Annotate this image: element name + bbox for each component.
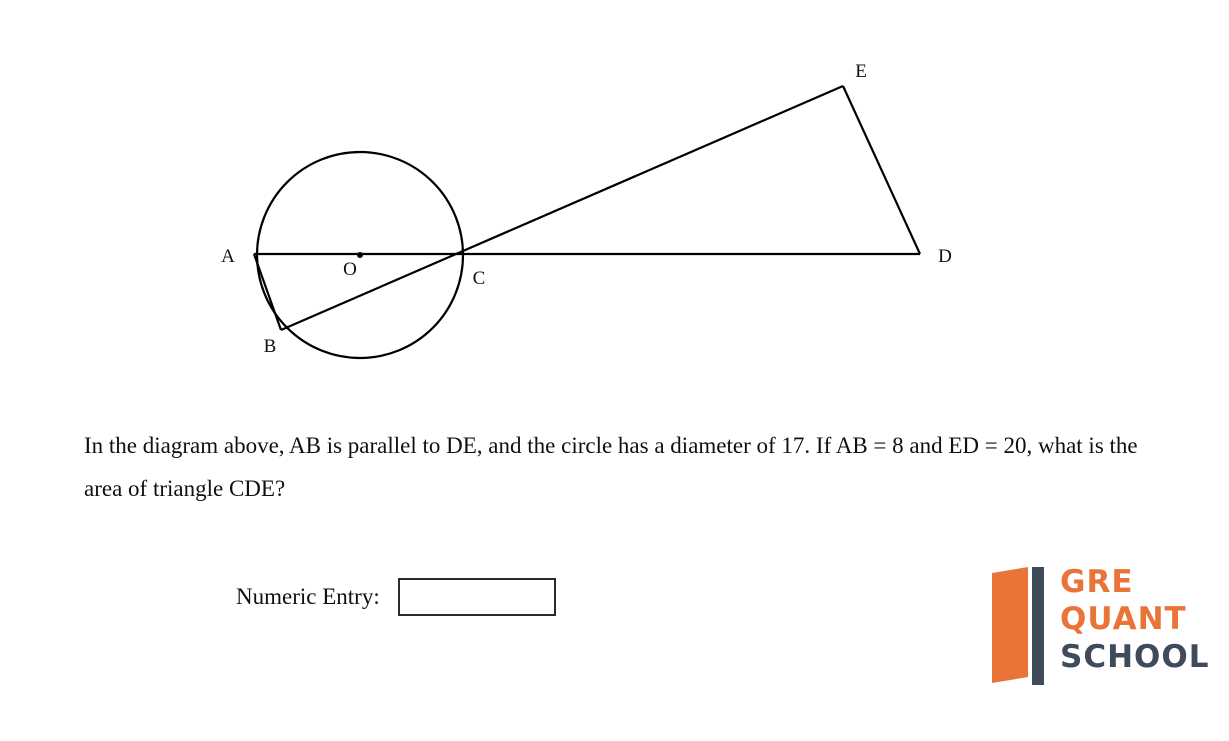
numeric-entry-label: Numeric Entry:	[236, 584, 380, 609]
point-label-c: C	[472, 268, 486, 289]
point-label-b: B	[263, 336, 277, 357]
gre-quant-school-logo	[988, 560, 1210, 690]
segment-ab	[254, 254, 281, 330]
point-label-d: D	[938, 246, 952, 267]
point-label-e: E	[855, 61, 867, 82]
segment-be	[281, 86, 843, 330]
logo-wordmark	[1060, 566, 1209, 674]
logo-line-gre: GRE	[1060, 564, 1134, 600]
logo-line-quant: QUANT	[1060, 601, 1187, 638]
point-label-a: A	[221, 246, 235, 267]
point-label-o: O	[343, 259, 357, 280]
question-text: In the diagram above, AB is parallel to DE, and the circle has a diameter of 17. If AB = 8 and ED = 20, what is the area of triangle CDE?	[84, 433, 1138, 501]
segment-ed	[843, 86, 920, 254]
numeric-entry-input[interactable]	[398, 578, 556, 616]
book-icon	[988, 565, 1050, 687]
logo-line-school: SCHOOL	[1060, 638, 1210, 675]
numeric-entry-row	[236, 578, 556, 616]
